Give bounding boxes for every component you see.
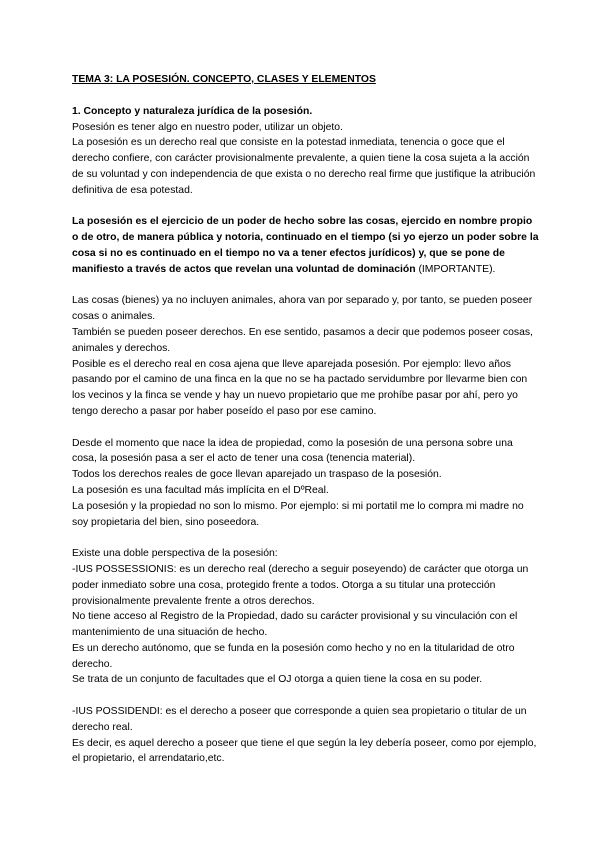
paragraph: La posesión es una facultad más implícita en el DºReal. — [72, 484, 329, 496]
paragraph: Se trata de un conjunto de facultades que el OJ otorga a quien tiene la cosa en su poder. — [72, 674, 483, 686]
paragraph: Posesión es tener algo en nuestro poder, utilizar un objeto. — [72, 121, 343, 133]
spacer — [72, 420, 540, 436]
paragraph: Posible es el derecho real en cosa ajena que lleve aparejada posesión. Por ejemplo: llevo años pasando por el camino de una finca en la que no se ha pactado servidumbre por llevarme bien con los vecinos y la finca se vende y hay un nuevo propietario que me prohíbe pasar por ahí, pero yo tengo derecho a pasar por haber poseído el paso por ese camino. — [72, 358, 528, 417]
paragraph: No tiene acceso al Registro de la Propiedad, dado su carácter provisional y su vinculación con el mantenimiento de una situación de hecho. — [72, 611, 518, 639]
paragraph: La posesión es un derecho real que consiste en la potestad inmediata, tenencia o goce que el derecho confiere, con carácter provisionalmente prevalente, a quien tiene la cosa sujeta a la acción de su voluntad y con independencia de que exista o no derecho real firme que justifique la atribución definitiva de esa potestad. — [72, 137, 536, 196]
definition-note: (IMPORTANTE). — [415, 263, 496, 275]
paragraph: Todos los derechos reales de goce llevan aparejado un traspaso de la posesión. — [72, 469, 442, 481]
paragraph-definition — [72, 214, 540, 277]
paragraph: La posesión y la propiedad no son lo mismo. Por ejemplo: si mi portatil me lo compra mi madre no soy propietaria del bien, sino poseedora. — [72, 500, 524, 528]
spacer — [72, 530, 540, 546]
spacer — [72, 278, 540, 294]
paragraph: Es decir, es aquel derecho a poseer que tiene el que según la ley debería poseer, como por ejemplo, el propietario, el arrendatario,etc. — [72, 737, 537, 765]
document-title: TEMA 3: LA POSESIÓN. CONCEPTO, CLASES Y ELEMENTOS — [72, 74, 376, 85]
paragraph: Es un derecho autónomo, que se funda en la posesión como hecho y no en la titularidad de otro derecho. — [72, 642, 515, 670]
definition-bold-text: La posesión es el ejercicio de un poder de hecho sobre las cosas, ejercido en nombre propio o de otro, de manera pública y notoria, continuado en el tiempo (si yo ejerzo un poder sobre la cosa si no es continuado en el tiempo no va a tener efectos jurídicos) y, que se pone de manifiesto a través de actos que revelan una voluntad de dominación — [72, 216, 539, 275]
spacer — [72, 688, 540, 704]
paragraph: También se pueden poseer derechos. En ese sentido, pasamos a decir que podemos poseer cosas, animales y derechos. — [72, 326, 533, 354]
paragraph: Existe una doble perspectiva de la posesión: — [72, 548, 278, 560]
paragraph: -IUS POSSIDENDI: es el derecho a poseer que corresponde a quien sea propietario o titular de un derecho real. — [72, 706, 527, 733]
section-heading: 1. Concepto y naturaleza jurídica de la posesión. — [72, 105, 313, 117]
paragraph: Las cosas (bienes) ya no incluyen animales, ahora van por separado y, por tanto, se pueden poseer cosas o animales. — [72, 295, 533, 323]
paragraph: -IUS POSSESSIONIS: es un derecho real (derecho a seguir poseyendo) de carácter que otorga un poder inmediato sobre una cosa, protegido frente a todos. Otorga a su titular una protección provisionalmente prevalente frente a otros derechos. — [72, 563, 529, 607]
paragraph: Desde el momento que nace la idea de propiedad, como la posesión de una persona sobre una cosa, la posesión pasa a ser el acto de tener una cosa (tenencia material). — [72, 437, 513, 465]
spacer — [72, 199, 540, 215]
